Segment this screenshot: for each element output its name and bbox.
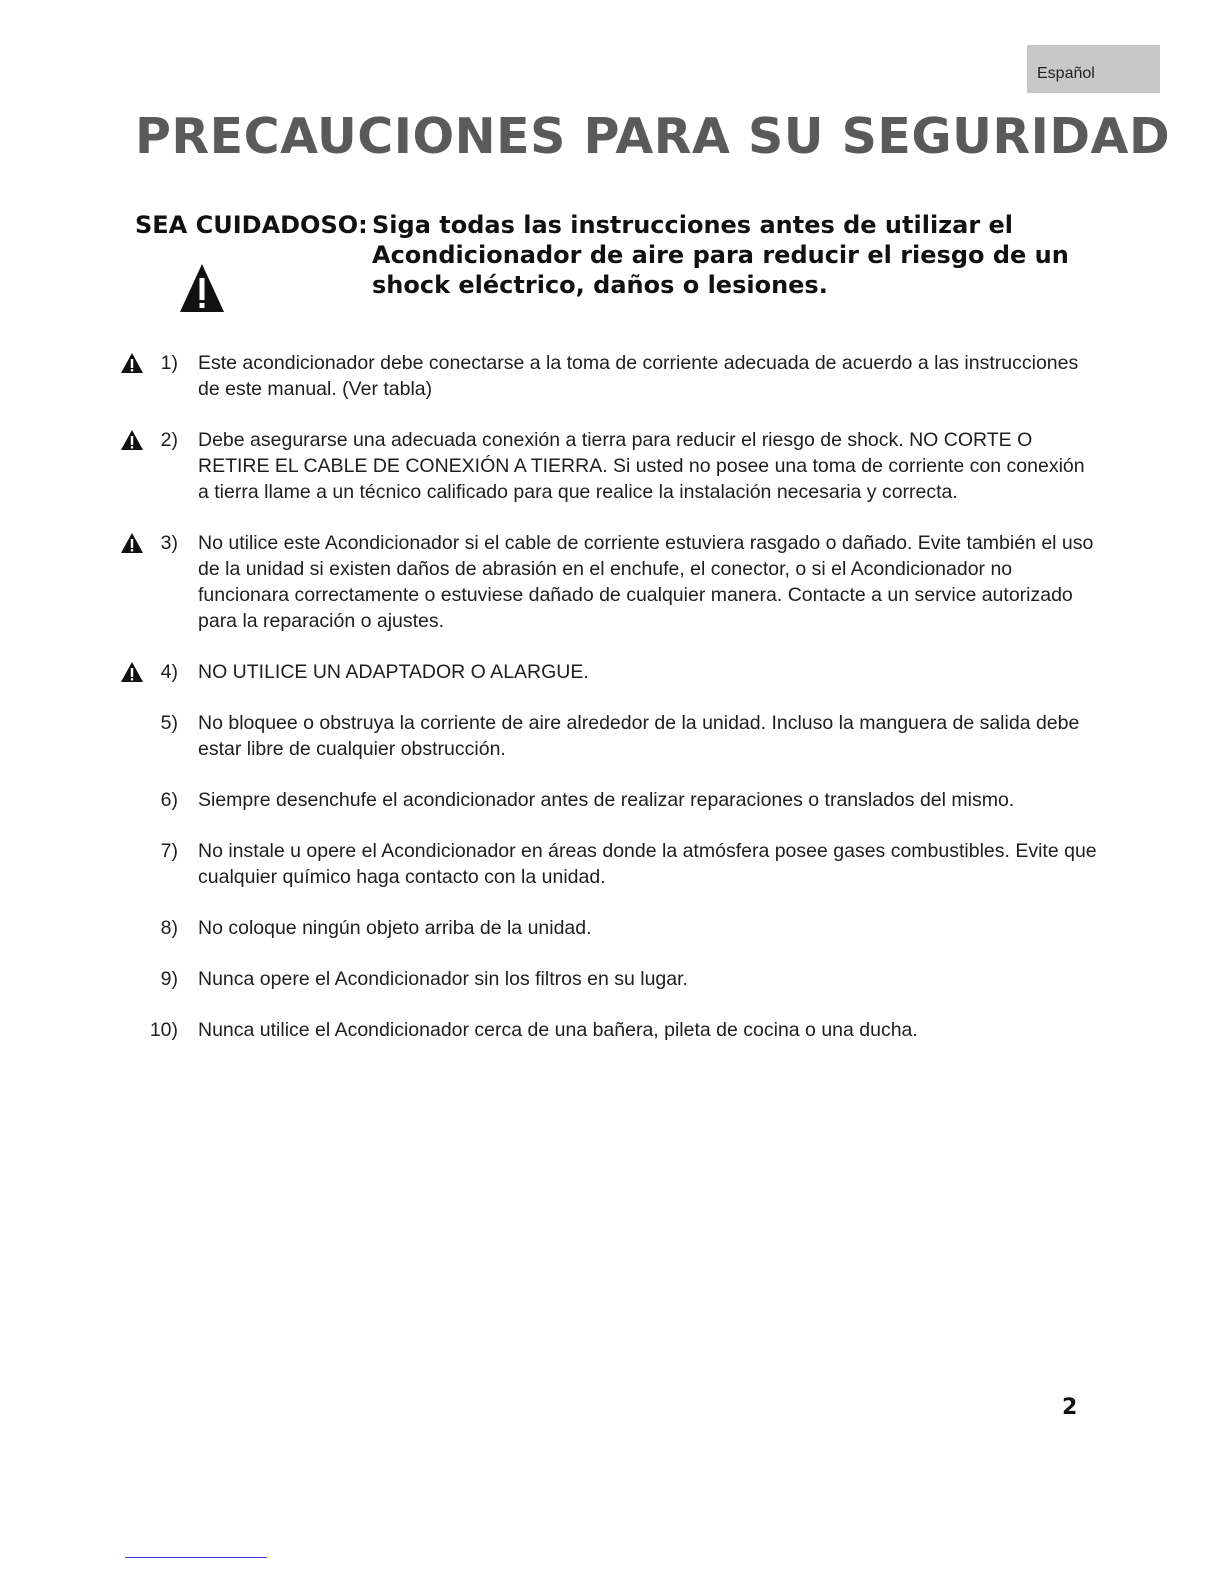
warning-triangle-icon	[120, 429, 144, 451]
item-number: 3)	[160, 532, 178, 554]
warning-triangle-icon	[120, 532, 144, 554]
list-item	[120, 530, 1100, 634]
item-number: 7)	[160, 840, 178, 862]
page-number: 2	[1062, 1395, 1078, 1420]
list-item	[120, 350, 1100, 402]
list-item	[120, 966, 1100, 992]
item-text: No coloque ningún objeto arriba de la unidad.	[198, 917, 592, 939]
item-number: 10)	[149, 1019, 178, 1041]
list-item	[120, 659, 1100, 685]
item-text: NO UTILICE UN ADAPTADOR O ALARGUE.	[198, 661, 589, 683]
item-text: Debe asegurarse una adecuada conexión a tierra para reducir el riesgo de shock. NO CORTE O RETIRE EL CABLE DE CONEXIÓN A TIERRA. Si usted no posee una toma de corriente con conexión a tierra llame a un técnico calificado para que realice la instalación necesaria y correcta.	[198, 429, 1085, 503]
warning-triangle-icon	[178, 262, 226, 314]
list-item	[120, 1017, 1100, 1043]
item-number: 1)	[160, 352, 178, 374]
item-number: 9)	[160, 968, 178, 990]
footer-divider	[125, 1557, 267, 1558]
item-number: 4)	[160, 661, 178, 683]
item-text: Este acondicionador debe conectarse a la toma de corriente adecuada de acuerdo a las instrucciones de este manual. (Ver tabla)	[198, 352, 1079, 400]
list-item	[120, 710, 1100, 762]
item-text: No bloquee o obstruya la corriente de aire alrededor de la unidad. Incluso la manguera de salida debe estar libre de cualquier obstrucción.	[198, 712, 1080, 760]
list-item	[120, 427, 1100, 505]
item-text: No instale u opere el Acondicionador en áreas donde la atmósfera posee gases combustibles. Evite que cualquier químico haga contacto con la unidad.	[198, 840, 1097, 888]
precautions-list	[120, 350, 1100, 1068]
item-text: Nunca utilice el Acondicionador cerca de una bañera, pileta de cocina o una ducha.	[198, 1019, 918, 1041]
item-number: 8)	[160, 917, 178, 939]
warning-triangle-icon	[120, 352, 144, 374]
item-number: 5)	[160, 712, 178, 734]
caution-text: Siga todas las instrucciones antes de utilizar el Acondicionador de aire para reducir el riesgo de un shock eléctrico, daños o lesiones.	[372, 211, 1069, 299]
item-text: Siempre desenchufe el acondicionador antes de realizar reparaciones o translados del mismo.	[198, 789, 1015, 811]
item-text: Nunca opere el Acondicionador sin los filtros en su lugar.	[198, 968, 688, 990]
item-number: 2)	[160, 429, 178, 451]
language-tab: Español	[1027, 45, 1160, 93]
caution-label: SEA CUIDADOSO:	[135, 211, 368, 239]
item-number: 6)	[160, 789, 178, 811]
page-title: PRECAUCIONES PARA SU SEGURIDAD	[135, 108, 1171, 165]
list-item	[120, 787, 1100, 813]
list-item	[120, 838, 1100, 890]
list-item	[120, 915, 1100, 941]
warning-triangle-icon	[120, 661, 144, 683]
item-text: No utilice este Acondicionador si el cable de corriente estuviera rasgado o dañado. Evite también el uso de la unidad si existen daños de abrasión en el enchufe, el conector, o si el Acondicionador no funcionara correctamente o estuviese dañado de cualquier manera. Contacte a un service autorizado para la reparación o ajustes.	[198, 532, 1094, 632]
